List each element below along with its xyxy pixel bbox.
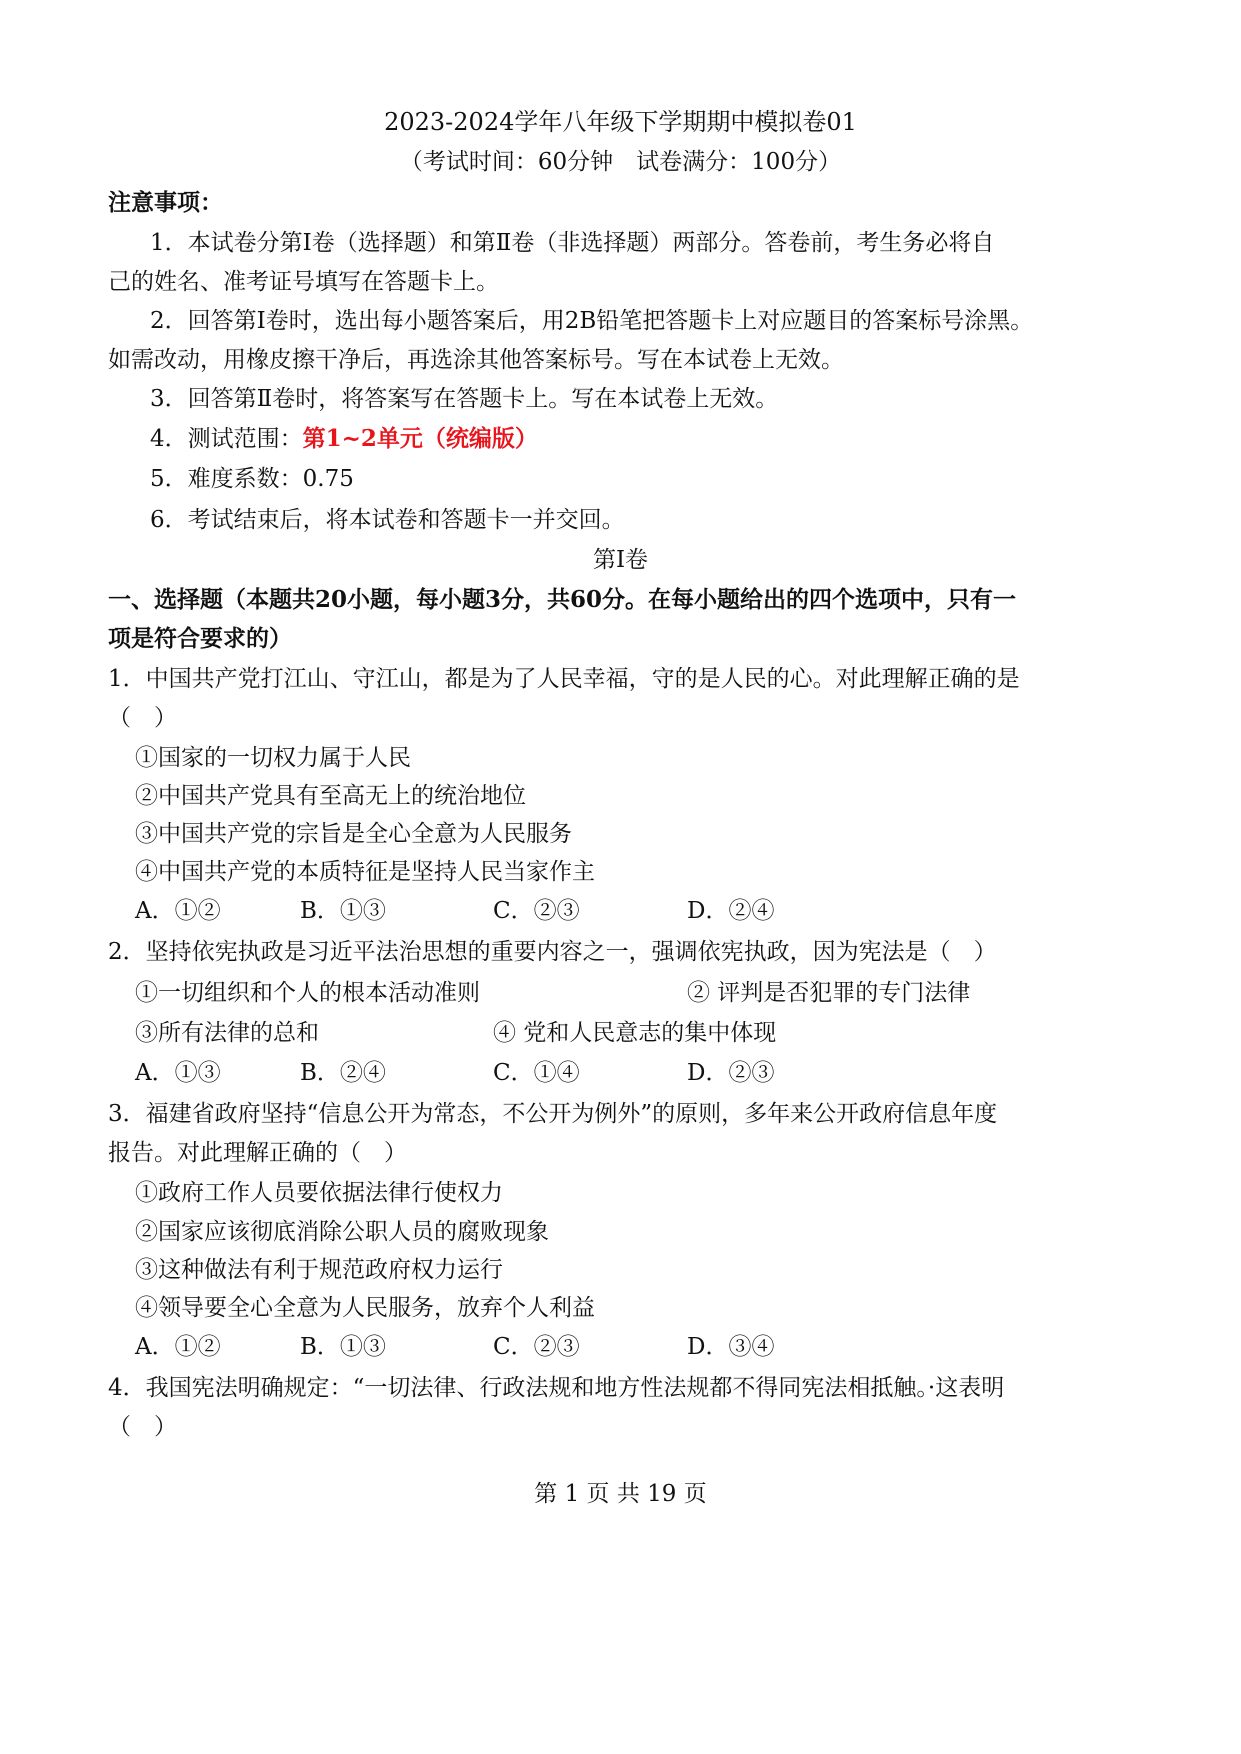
exam-subtitle: （考试时间：60分钟 试卷满分：100分） <box>399 149 842 175</box>
notes-heading: 注意事项： <box>108 189 223 216</box>
note-item: 己的姓名、准考证号填写在答题卡上。 <box>108 269 499 295</box>
question-4-stem: 4．我国宪法明确规定：“一切法律、行政法规和地方性法规都不得同宪法相抵触。·这表明 <box>108 1375 1005 1401</box>
question-2-item: ③所有法律的总和 <box>135 1020 319 1046</box>
question-3-item: ①政府工作人员要依据法律行使权力 <box>135 1180 503 1206</box>
question-3-item: ④领导要全心全意为人民服务，放弃个人利益 <box>135 1295 595 1321</box>
note-item: 1．本试卷分第Ⅰ卷（选择题）和第Ⅱ卷（非选择题）两部分。答卷前，考生务必将自 <box>150 230 995 256</box>
exam-title: 2023-2024学年八年级下学期期中模拟卷01 <box>384 108 857 136</box>
note-item: 5．难度系数：0.75 <box>150 466 354 492</box>
question-3-item: ②国家应该彻底消除公职人员的腐败现象 <box>135 1219 549 1245</box>
section-heading: 一、选择题（本题共20小题，每小题3分，共60分。在每小题给出的四个选项中，只有一 <box>108 586 1017 613</box>
question-2-option-b: B．②④ <box>300 1060 386 1086</box>
note-item: 6．考试结束后，将本试卷和答题卡一并交回。 <box>150 507 625 533</box>
question-3-option-b: B．①③ <box>300 1334 386 1360</box>
question-3-option-c: C．②③ <box>493 1334 580 1360</box>
question-3-option-a: A．①② <box>135 1334 221 1360</box>
note-scope-label: 4．测试范围： <box>150 426 303 452</box>
question-3-option-d: D．③④ <box>687 1334 775 1360</box>
question-2-item: ④ 党和人民意志的集中体现 <box>493 1020 777 1046</box>
question-2-item: ①一切组织和个人的根本活动准则 <box>135 980 480 1006</box>
note-scope-value: 第1~2单元（统编版） <box>302 425 538 452</box>
section-heading: 项是符合要求的） <box>108 625 292 652</box>
question-1-option-b: B．①③ <box>300 898 386 924</box>
question-3-stem: 报告。对此理解正确的（ ） <box>108 1140 407 1166</box>
question-1-item: ④中国共产党的本质特征是坚持人民当家作主 <box>135 859 595 885</box>
question-4-stem: （ ） <box>108 1414 177 1440</box>
question-1-item: ②中国共产党具有至高无上的统治地位 <box>135 783 526 809</box>
question-2-option-a: A．①③ <box>135 1060 221 1086</box>
question-1-stem: 1．中国共产党打江山、守江山，都是为了人民幸福，守的是人民的心。对此理解正确的是 <box>108 666 1020 692</box>
question-1-option-d: D．②④ <box>687 898 775 924</box>
question-3-stem: 3．福建省政府坚持“信息公开为常态，不公开为例外”的原则，多年来公开政府信息年度 <box>108 1101 998 1127</box>
question-3-item: ③这种做法有利于规范政府权力运行 <box>135 1257 503 1283</box>
page-footer: 第 1 页 共 19 页 <box>534 1481 707 1507</box>
question-2-stem: 2．坚持依宪执政是习近平法治思想的重要内容之一，强调依宪执政，因为宪法是（ ） <box>108 939 997 965</box>
question-1-option-c: C．②③ <box>493 898 580 924</box>
question-1-option-a: A．①② <box>135 898 221 924</box>
note-item <box>150 424 538 454</box>
question-1-item: ③中国共产党的宗旨是全心全意为人民服务 <box>135 821 572 847</box>
volume-title: 第Ⅰ卷 <box>592 547 649 573</box>
note-item: 如需改动，用橡皮擦干净后，再选涂其他答案标号。写在本试卷上无效。 <box>108 347 844 373</box>
question-2-option-c: C．①④ <box>493 1060 580 1086</box>
question-1-item: ①国家的一切权力属于人民 <box>135 745 411 771</box>
question-2-item: ② 评判是否犯罪的专门法律 <box>687 980 971 1006</box>
note-item: 3．回答第Ⅱ卷时，将答案写在答题卡上。写在本试卷上无效。 <box>150 386 779 412</box>
question-1-stem: （ ） <box>108 705 177 731</box>
question-2-option-d: D．②③ <box>687 1060 775 1086</box>
note-item: 2．回答第Ⅰ卷时，选出每小题答案后，用2B铅笔把答题卡上对应题目的答案标号涂黑。 <box>150 308 1034 334</box>
